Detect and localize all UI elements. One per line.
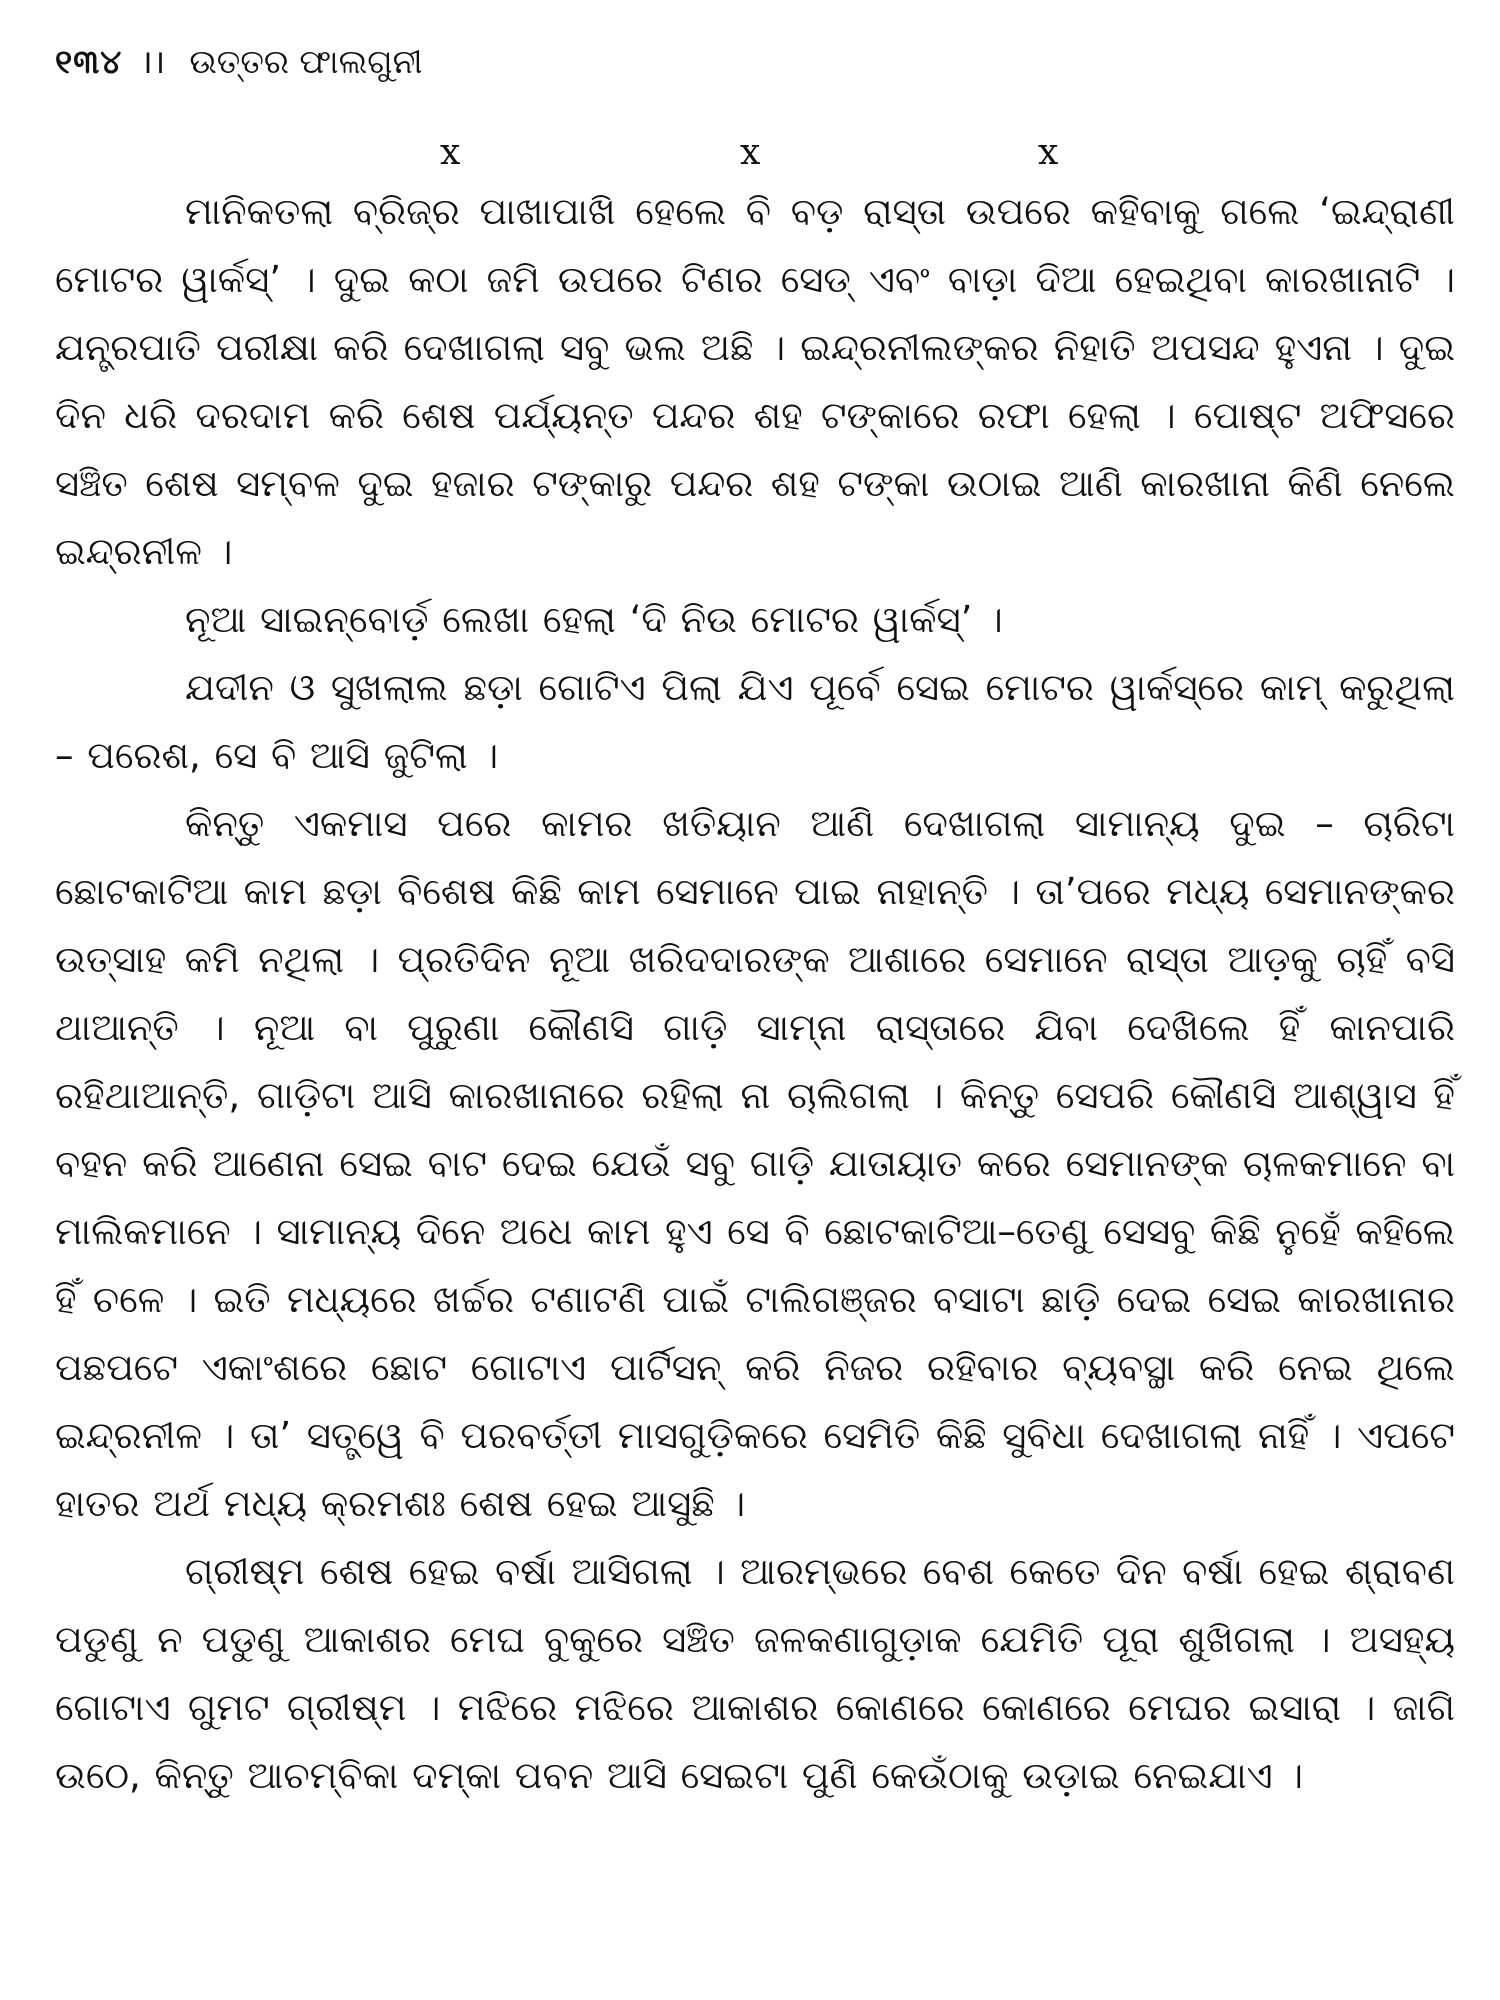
paragraph: ଯଦୀନ ଓ ସୁଖଲାଲ ଛଡ଼ା ଗୋଟିଏ ପିଲା ଯିଏ ପୂର୍ବେ ସେଇ ମୋଟର ୱାର୍କସ୍‌ରେ କାମ୍ କରୁଥିଲା – ପରେଶ, ସେ ବି ଆସି ଜୁଟିଲା । — [55, 666, 1455, 777]
header-separator: ।। — [140, 42, 166, 81]
paragraph: ଗ୍ରୀଷ୍ମ ଶେଷ ହେଇ ବର୍ଷା ଆସିଗଲା । ଆରମ୍ଭରେ ବେଶ କେତେ ଦିନ ବର୍ଷା ହେଇ ଶ୍ରାବଣ ପଡୁଣୁ ନ ପଡୁଣୁ ଆକାଶର ମେଘ ବୁକୁରେ ସଞ୍ଚିତ ଜଳକଣାଗୁଡ଼ାକ ଯେମିତି ପୂରା ଶୁଖିଗଲା । ଅସହ୍ୟ ଗୋଟାଏ ଗୁମଟ ଗ୍ରୀଷ୍ମ । ମଝିରେ ମଝିରେ ଆକାଶର କୋଣରେ କୋଣରେ ମେଘର ଇସାରା । ଜାଗି ଉଠେ, କିନ୍ତୁ ଆଚମ୍ବିକା ଦମ୍କା ପବନ ଆସି ସେଇଟା ପୁଣି କେଉଁଠାକୁ ଉଡ଼ାଇ ନେଇଯାଏ । — [55, 1550, 1455, 1797]
body-text — [55, 178, 1455, 1810]
section-break-mark: x — [1038, 132, 1059, 173]
section-break-mark: x — [740, 132, 761, 173]
page-number: ୧୩୪ — [55, 42, 123, 81]
running-head — [55, 40, 423, 84]
section-break-mark: x — [440, 132, 461, 173]
paragraph: ମାନିକତଲା ବ୍ରିଜ୍‌ର ପାଖାପାଖି ହେଲେ ବି ବଡ଼ ରାସ୍ତା ଉପରେ କହିବାକୁ ଗଲେ ‘ଇନ୍ଦ୍ରାଣୀ ମୋଟର ୱାର୍କସ୍’ । ଦୁଇ କଠା ଜମି ଉପରେ ଟିଣର ସେଡ୍ ଏବଂ ବାଡ଼ା ଦିଆ ହେଇଥିବା କାରଖାନାଟି । ଯନ୍ତ୍ରପାତି ପରୀକ୍ଷା କରି ଦେଖାଗଲା ସବୁ ଭଲ ଅଛି । ଇନ୍ଦ୍ରନୀଲଙ୍କର ନିହାତି ଅପସନ୍ଦ ହୁଏନା । ଦୁଇ ଦିନ ଧରି ଦରଦାମ କରି ଶେଷ ପର୍ଯ୍ୟନ୍ତ ପନ୍ଦର ଶହ ଟଙ୍କାରେ ରଫା ହେଲା । ପୋଷ୍ଟ ଅଫିସରେ ସଞ୍ଚିତ ଶେଷ ସମ୍ବଳ ଦୁଇ ହଜାର ଟଙ୍କାରୁ ପନ୍ଦର ଶହ ଟଙ୍କା ଉଠାଇ ଆଣି କାରଖାନା କିଣି ନେଲେ ଇନ୍ଦ୍ରନୀଳ । — [55, 190, 1455, 573]
paragraph: କିନ୍ତୁ ଏକମାସ ପରେ କାମର ଖତିୟାନ ଆଣି ଦେଖାଗଲା ସାମାନ୍ୟ ଦୁଇ – ଚାରିଟା ଛୋଟକାଟିଆ କାମ ଛଡ଼ା ବିଶେଷ କିଛି କାମ ସେମାନେ ପାଇ ନାହାନ୍ତି । ତା’ପରେ ମଧ୍ୟ ସେମାନଙ୍କର ଉତ୍ସାହ କମି ନଥିଲା । ପ୍ରତିଦିନ ନୂଆ ଖରିଦଦାରଙ୍କ ଆଶାରେ ସେମାନେ ରାସ୍ତା ଆଡ଼କୁ ଚାହିଁ ବସି ଥାଆନ୍ତି । ନୂଆ ବା ପୁରୁଣା କୌଣସି ଗାଡ଼ି ସାମ୍ନା ରାସ୍ତାରେ ଯିବା ଦେଖିଲେ ହିଁ କାନପାରି ରହିଥାଆନ୍ତି, ଗାଡ଼ିଟା ଆସି କାରଖାନାରେ ରହିଲା ନା ଚାଲିଗଲା । କିନ୍ତୁ ସେପରି କୌଣସି ଆଶ୍ୱାସ ହିଁ ବହନ କରି ଆଣେନା ସେଇ ବାଟ ଦେଇ ଯେଉଁ ସବୁ ଗାଡ଼ି ଯାତାୟାତ କରେ ସେମାନଙ୍କ ଚାଳକମାନେ ବା ମାଲିକମାନେ । ସାମାନ୍ୟ ଦିନେ ଅଧେ କାମ ହୁଏ ସେ ବି ଛୋଟକାଟିଆ–ତେଣୁ ସେସବୁ କିଛି ନୁହେଁ କହିଲେ ହିଁ ଚଳେ । ଇତି ମଧ୍ୟରେ ଖର୍ଚ୍ଚର ଟଣାଟଣି ପାଇଁ ଟାଲିଗଞ୍ଜର ବସାଟା ଛାଡ଼ି ଦେଇ ସେଇ କାରଖାନାର ପଛପଟେ ଏକାଂଶରେ ଛୋଟ ଗୋଟାଏ ପାର୍ଟିସନ୍ କରି ନିଜର ରହିବାର ବ୍ୟବସ୍ଥା କରି ନେଇ ଥିଲେ ଇନ୍ଦ୍ରନୀଳ । ତା’ ସତ୍ତ୍ୱେ ବି ପରବର୍ତ୍ତୀ ମାସଗୁଡ଼ିକରେ ସେମିତି କିଛି ସୁବିଧା ଦେଖାଗଲା ନାହିଁ । ଏପଟେ ହାତର ଅର୍ଥ ମଧ୍ୟ କ୍ରମଶଃ ଶେଷ ହେଇ ଆସୁଛି । — [55, 802, 1455, 1525]
book-title: ଉତ୍ତର ଫାଲଗୁନୀ — [189, 42, 423, 81]
paragraph: ନୂଆ ସାଇନ୍‌ବୋର୍ଡ଼ ଲେଖା ହେଲା ‘ଦି ନିଉ ମୋଟର ୱାର୍କସ୍’ । — [185, 598, 1003, 641]
section-break — [0, 128, 1500, 178]
